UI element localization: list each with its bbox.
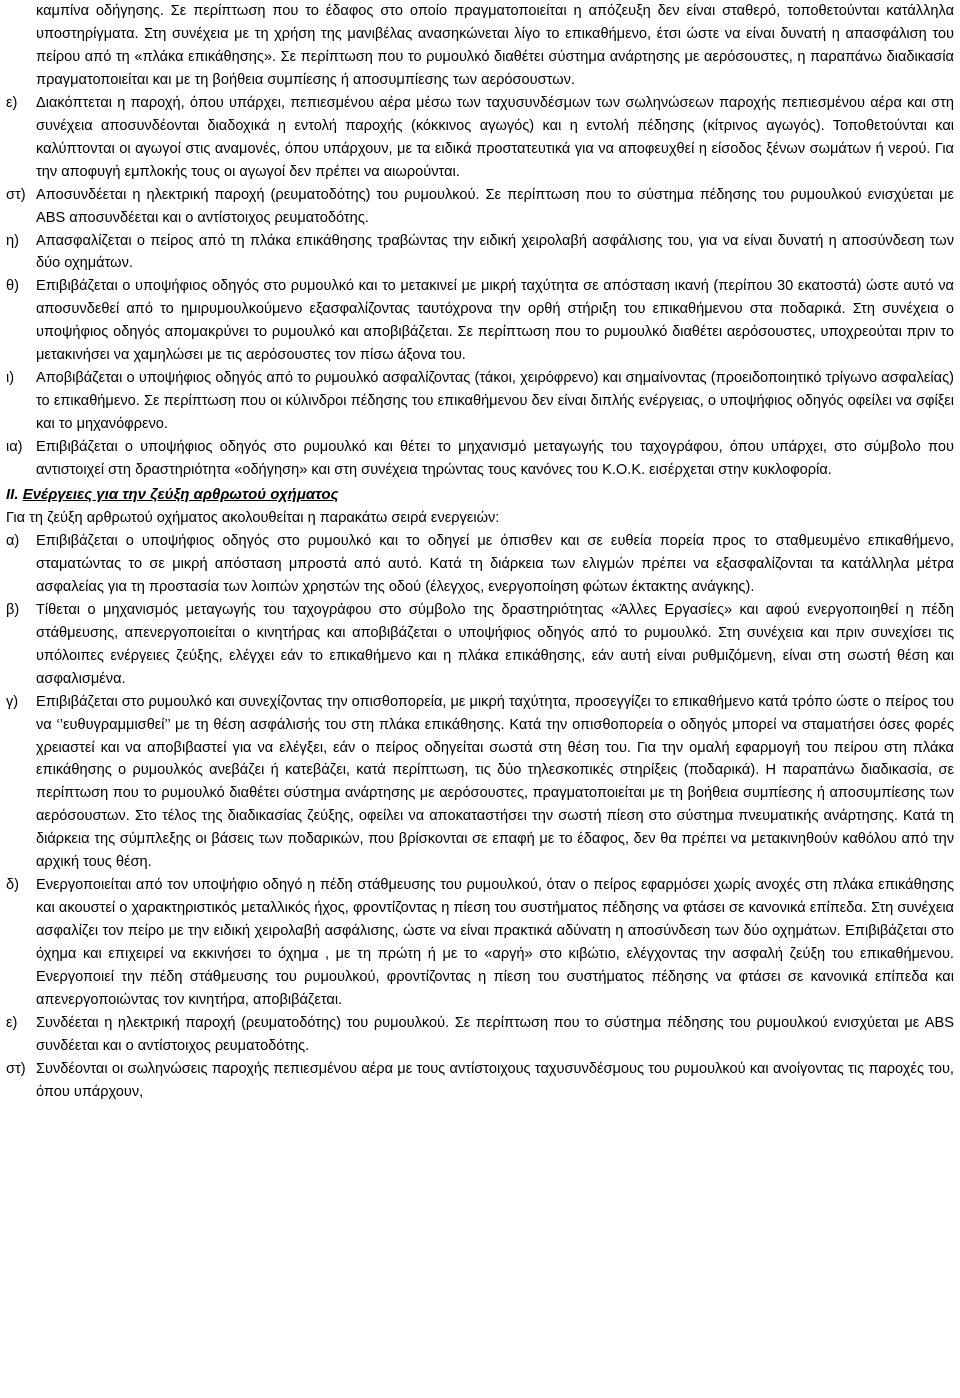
- list-marker: ια): [6, 439, 23, 456]
- list-item: [6, 92, 954, 184]
- procedure-list-uncoupling: [6, 92, 954, 482]
- list-marker: ι): [6, 370, 15, 387]
- list-marker: ε): [6, 1014, 18, 1031]
- list-item-text: Συνδέεται η ηλεκτρική παροχή (ρευματοδότης) του ρυμουλκού. Σε περίπτωση που το σύστημα πέδησης του ρυμουλκού ενισχύεται με ABS συνδέεται και ο αντίστοιχος ρευματοδότης.: [36, 1014, 954, 1054]
- list-item: [6, 184, 954, 230]
- section-number: ΙΙ.: [6, 486, 19, 504]
- intro-paragraph: καμπίνα οδήγησης. Σε περίπτωση που το έδαφος στο οποίο πραγματοποιείται η απόζευξη δεν είναι σταθερό, τοποθετούνται κατάλληλα υποστηρίγματα. Στη συνέχεια με τη χρήση της μανιβέλας ανασηκώνεται λίγο το επικαθήμενο, έτσι ώστε να είναι δυνατή η απασφάλιση του πείρου από τη «πλάκα επικάθησης». Σε περίπτωση που το ρυμουλκό διαθέτει σύστημα ανάρτησης με αερόσουστες, η παραπάνω διαδικασία πραγματοποιείται και με τη βοήθεια συμπίεσης ή αποσυμπίεσης των αερόσουστων.: [36, 3, 954, 88]
- list-marker: β): [6, 601, 20, 618]
- list-item: [6, 691, 954, 875]
- list-marker: γ): [6, 693, 19, 710]
- list-marker: ε): [6, 94, 18, 111]
- list-item: [6, 1012, 954, 1058]
- list-marker: στ): [6, 1060, 26, 1077]
- list-item-text: Συνδέονται οι σωληνώσεις παροχής πεπιεσμένου αέρα με τους αντίστοιχους ταχυσυνδέσμους του ρυμουλκού και ανοίγοντας τις παροχές του, όπου υπάρχουν,: [36, 1060, 954, 1100]
- list-item: [6, 275, 954, 367]
- list-item-text: Επιβιβάζεται ο υποψήφιος οδηγός στο ρυμουλκό και θέτει το μηχανισμό μεταγωγής του ταχογράφου, όπου υπάρχει, στο σύμβολο που αντιστοιχεί στη δραστηριότητα «οδήγηση» και στη συνέχεια τηρώντας τους κανόνες του Κ.Ο.Κ. εισέρχεται στην κυκλοφορία.: [36, 439, 954, 479]
- section-intro: Για τη ζεύξη αρθρωτού οχήματος ακολουθείται η παρακάτω σειρά ενεργειών:: [6, 509, 500, 526]
- list-item-text: Επιβιβάζεται ο υποψήφιος οδηγός στο ρυμουλκό και το οδηγεί με όπισθεν και σε ευθεία πορεία προς το σταθμευμένο επικαθήμενο, σταματώντας το σε μικρή απόσταση μπροστά από αυτό. Κατά τη διάρκεια των ελιγμών πρέπει να εξασφαλίζονται τα κατάλληλα μέτρα ασφαλείας για τη προστασία των λοιπών χρηστών της οδού (έλεγχος, ενεργοποίηση φώτων έκτακτης ανάγκης).: [36, 532, 954, 595]
- list-item-text: Αποσυνδέεται η ηλεκτρική παροχή (ρευματοδότης) του ρυμουλκού. Σε περίπτωση που το σύστημα πέδησης του ρυμουλκού ενισχύεται με ABS αποσυνδέεται και ο αντίστοιχος ρευματοδότης.: [36, 186, 954, 226]
- list-item: [6, 874, 954, 1012]
- list-item: [6, 367, 954, 436]
- list-item-text: Επιβιβάζεται στο ρυμουλκό και συνεχίζοντας την οπισθοπορεία, με μικρή ταχύτητα, προσεγγίζει το επικαθήμενο κατά τρόπο ώστε ο πείρος του να ‘’ευθυγραμμισθεί’’ με τη θέση ασφάλισής του στη πλάκα επικάθησης. Κατά την οπισθοπορεία ο οδηγός μπορεί να σταματήσει όσες φορές χρειαστεί και να αποβιβαστεί για να ελέγξει, εάν ο πείρος οδηγείται σωστά στη θέση του. Για την ομαλή εφαρμογή του πείρου στη πλάκα επικάθησης ο ρυμουλκός ανεβάζει ή κατεβάζει, κατά περίπτωση, τις δύο τηλεσκοπικές στηρίξεις (ποδαρικά). Η παραπάνω διαδικασία, σε περίπτωση που το ρυμουλκό διαθέτει σύστημα ανάρτησης με αερόσουστες, πραγματοποιείται με τη βοήθεια συμπίεσης ή αποσυμπίεσης των αερόσουστων. Στο τέλος της διαδικασίας ζεύξης, οφείλει να αποκαταστήσει την σωστή πίεση στο σύστημα πνευματικής ανάρτησης. Κατά τη διάρκεια της σύμπλεξης οι βάσεις των ποδαρικών, που βρίσκονται σε επαφή με το έδαφος, δεν θα πρέπει να μετακινηθούν καθόλου από την αρχική τους θέση.: [36, 693, 954, 871]
- list-item-text: Διακόπτεται η παροχή, όπου υπάρχει, πεπιεσμένου αέρα μέσω των ταχυσυνδέσμων των σωληνώσεων παροχής πεπιεσμένου αέρα και στη συνέχεια αποσυνδέονται διαδοχικά η εντολή παροχής (κόκκινος αγωγός) και η εντολή πέδησης (κίτρινος αγωγός). Τοποθετούνται και καλύπτονται οι αγωγοί στις αναμονές, όπου υπάρχουν, με τα ειδικά προστατευτικά για να αποφευχθεί η είσοδος ξένων σωμάτων ή νερού. Για την αποφυγή εμπλοκής τους οι αγωγοί δεν πρέπει να αιωρούνται.: [36, 94, 954, 180]
- list-item-text: Τίθεται ο μηχανισμός μεταγωγής του ταχογράφου στο σύμβολο της δραστηριότητας «Άλλες Εργασίες» και αφού ενεργοποιηθεί η πέδη στάθμευσης, απενεργοποιείται ο κινητήρας και αποβιβάζεται ο υποψήφιος οδηγός από το ρυμουλκό. Στη συνέχεια και πριν συνεχίσει τις υπόλοιπες ενέργειες ζεύξης, ελέγχει εάν το επικαθήμενο και η πλάκα επικάθησης, εάν αυτή είναι ρυθμιζόμενη, είναι στη σωστή θέση και ασφαλισμένα.: [36, 601, 954, 687]
- list-item: [6, 530, 954, 599]
- list-item: [6, 599, 954, 691]
- list-item-text: Αποβιβάζεται ο υποψήφιος οδηγός από το ρυμουλκό ασφαλίζοντας (τάκοι, χειρόφρενο) και σημαίνοντας (προειδοποιητικό τρίγωνο ασφαλείας) το επικαθήμενο. Σε περίπτωση που οι κύλινδροι πέδησης του επικαθήμενου δεν είναι διπλής ενέργειας, ο υποψήφιος οδηγός οφείλει να σφίξει και το μηχανόφρενο.: [36, 370, 954, 433]
- section-title: Ενέργειες για την ζεύξη αρθρωτού οχήματος: [22, 486, 339, 504]
- list-marker: α): [6, 532, 20, 549]
- procedure-list-coupling: [6, 530, 954, 1104]
- list-item: [6, 436, 954, 482]
- list-marker: η): [6, 232, 19, 249]
- list-marker: δ): [6, 877, 19, 894]
- list-item-text: Ενεργοποιείται από τον υποψήφιο οδηγό η πέδη στάθμευσης του ρυμουλκού, όταν ο πείρος εφαρμόσει χωρίς ανοχές στη πλάκα επικάθησης και ακουστεί ο χαρακτηριστικός μεταλλικός ήχος, φροντίζοντας η πίεση του συστήματος πέδησης να φτάσει σε κανονικά επίπεδα. Στη συνέχεια ασφαλίζει τον πείρο με την ειδική χειρολαβή ασφάλισης, ώστε να είναι πρακτικά αδύνατη η αποσύνδεση των δύο οχημάτων. Επιβιβάζεται στο όχημα και επιχειρεί να εκκινήσει το όχημα , με τη πρώτη ή με το «αργή» στο κιβώτιο, ελέγχοντας την ασφαλή ζεύξη του επικαθήμενου. Ενεργοποιεί την πέδη στάθμευσης του ρυμουλκού, φροντίζοντας η πίεση του συστήματος πέδησης να φτάσει σε κανονικά επίπεδα και απενεργοποιώντας τον κινητήρα, αποβιβάζεται.: [36, 877, 954, 1008]
- list-marker: στ): [6, 186, 26, 203]
- list-item-text: Απασφαλίζεται ο πείρος από τη πλάκα επικάθησης τραβώντας την ειδική χειρολαβή ασφάλισης του, για να είναι δυνατή η αποσύνδεση των δύο οχημάτων.: [36, 232, 954, 272]
- section-heading: [6, 484, 954, 507]
- list-item: [6, 230, 954, 276]
- list-marker: θ): [6, 278, 19, 295]
- list-item: [6, 1058, 954, 1104]
- list-item-text: Επιβιβάζεται ο υποψήφιος οδηγός στο ρυμουλκό και το μετακινεί με μικρή ταχύτητα σε απόσταση ικανή (περίπου 30 εκατοστά) ώστε αυτό να αποσυνδεθεί από το ημιρυμουλκούμενο εξασφαλίζοντας ταυτόχρονα την ορθή στήριξη του επικαθήμενου στα ποδαρικά. Στη συνέχεια ο υποψήφιος οδηγός απομακρύνει το ρυμουλκό και αποβιβάζεται. Σε περίπτωση που το ρυμουλκό διαθέτει αερόσουστες, υποχρεούται πριν το μετακινήσει να χαμηλώσει με τις αερόσουστες τον πίσω άξονα του.: [36, 278, 954, 364]
